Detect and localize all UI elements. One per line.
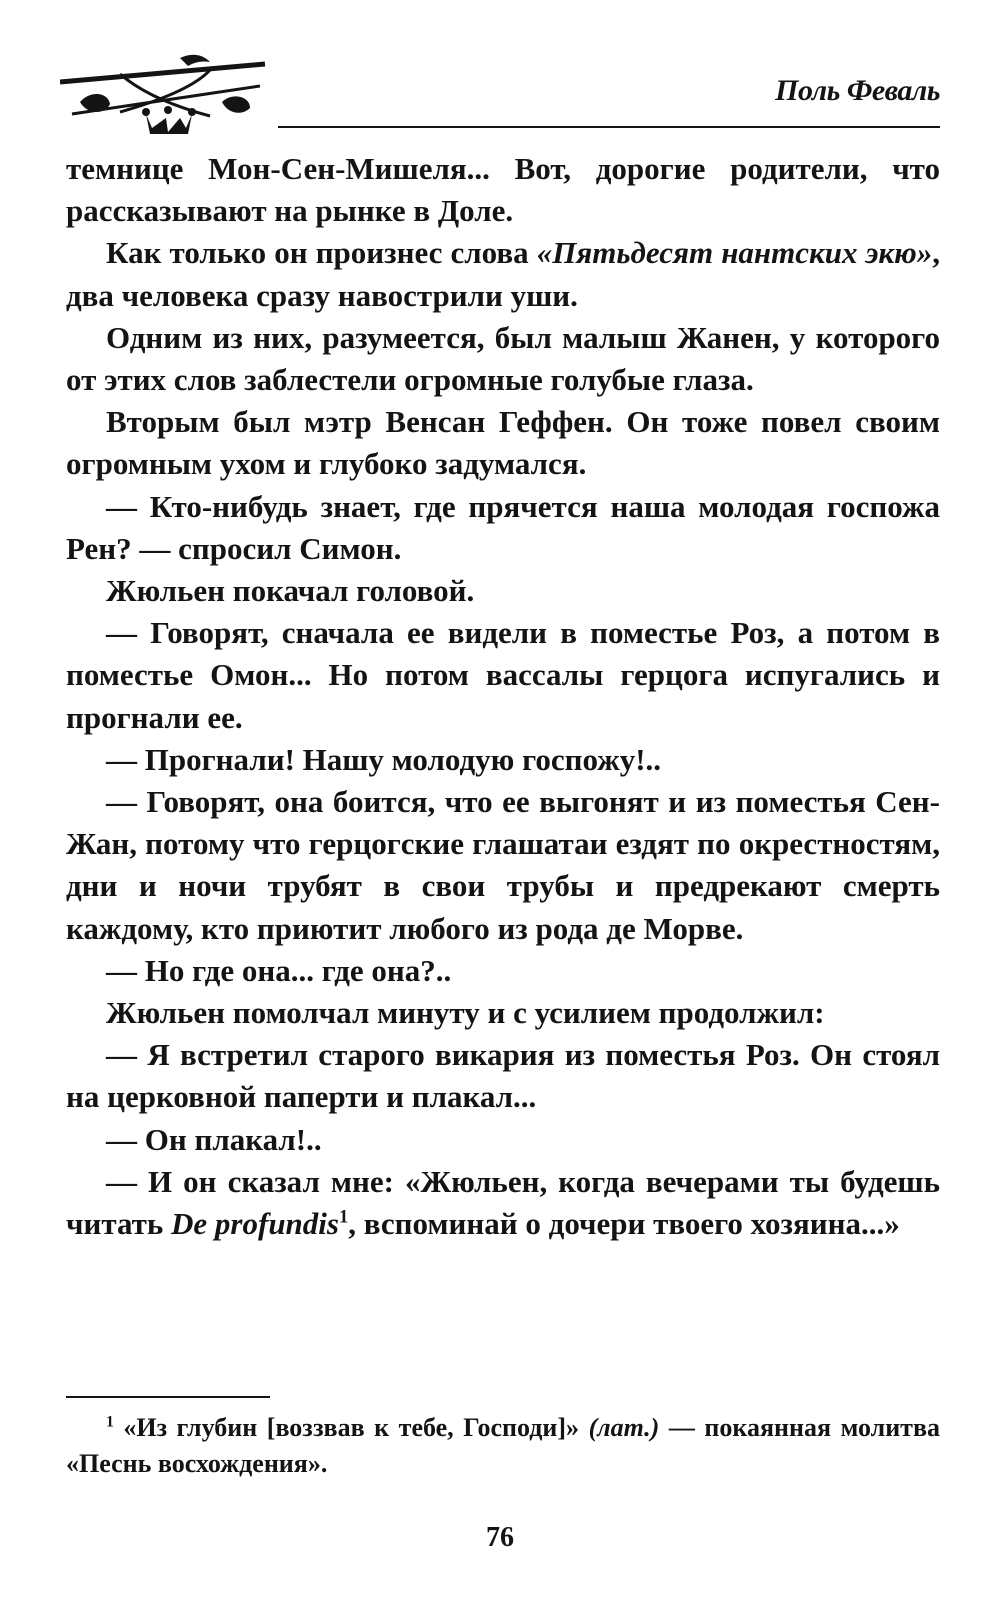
header-rule bbox=[278, 126, 940, 128]
paragraph: — Я встретил старого викария из поместья Роз. Он стоял на церковной паперти и плакал... bbox=[66, 1037, 940, 1115]
paragraph: — Прогнали! Нашу молодую госпожу!.. bbox=[106, 741, 662, 777]
crossed-swords-crown-icon bbox=[60, 52, 270, 136]
paragraph: Как только он произнес слова «Пятьдесят нантских экю», два человека сразу навострили уши. bbox=[66, 235, 940, 313]
paragraph: Жюльен покачал головой. bbox=[106, 573, 475, 609]
footnote: $^1$ «Из глубин [воззвав к тебе, Господи]» (лат.) — покаянная молитва «Песнь восхождения». bbox=[66, 1413, 940, 1478]
page-number: 76 bbox=[486, 1522, 514, 1553]
paragraph: темнице Мон-Сен-Мишеля... Вот, дорогие родители, что рассказывают на рынке в Доле. bbox=[66, 151, 940, 229]
paragraph: — Говорят, она боится, что ее выгонят и из поместья Сен-Жан, потому что герцогские глашатаи ездят по окрестностям, дни и ночи трубят в свои трубы и предрекают смерть каждому, кто приютит любого из рода де Морве. bbox=[66, 784, 940, 946]
footnote-reference: 1 bbox=[338, 1206, 349, 1228]
paragraph: Жюльен помолчал минуту и с усилием продолжил: bbox=[106, 995, 825, 1031]
page-header bbox=[60, 52, 940, 138]
footnote-rule bbox=[66, 1396, 270, 1398]
footnote-mark: 1 bbox=[106, 1413, 114, 1431]
footnote-italic: (лат.) bbox=[588, 1413, 660, 1442]
paragraph: Одним из них, разумеется, был малыш Жанен, у которого от этих слов заблестели огромные голубые глаза. bbox=[66, 319, 940, 398]
running-head: Поль Феваль bbox=[775, 74, 940, 107]
body-text bbox=[66, 148, 940, 1245]
paragraph: — И он сказал мне: «Жюльен, когда вечерами ты будешь читать De profundis$^1$, вспоминай о дочери твоего хозяина...» bbox=[66, 1163, 940, 1242]
italic-phrase: «Пятьдесят нантских экю» bbox=[536, 235, 933, 271]
paragraph: — Он плакал!.. bbox=[106, 1121, 322, 1157]
latin-title: De profundis bbox=[171, 1206, 339, 1242]
paragraph: — Но где она... где она?.. bbox=[106, 952, 452, 988]
paragraph: Вторым был мэтр Венсан Геффен. Он тоже повел своим огромным ухом и глубоко задумался. bbox=[66, 404, 940, 482]
paragraph: — Кто-нибудь знает, где прячется наша молодая госпожа Рен? — спросил Симон. bbox=[66, 488, 940, 566]
paragraph: — Говорят, сначала ее видели в поместье Роз, а потом в поместье Омон... Но потом вассалы герцога испугались и прогнали ее. bbox=[66, 615, 940, 735]
